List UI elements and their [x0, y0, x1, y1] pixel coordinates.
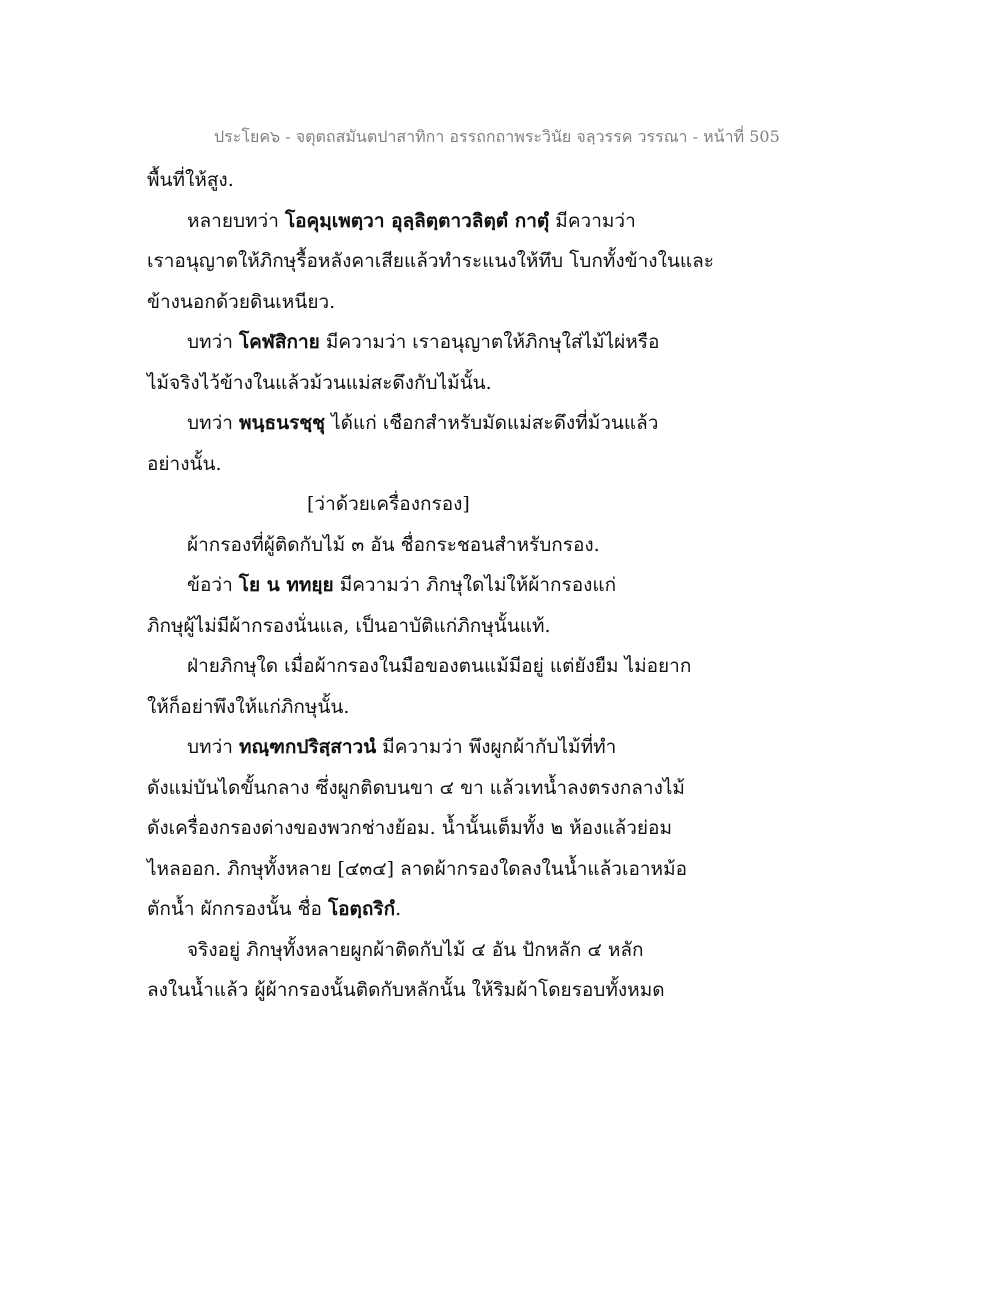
text-segment: ลงในน้ำแล้ว ผู้ผ้ากรองนั้นติดกับหลักนั้น ให้ริมผ้าโดยรอบทั้งหมด: [147, 979, 665, 1001]
text-line: [147, 606, 747, 647]
text-segment: ข้างนอกด้วยดินเหนียว.: [147, 290, 336, 313]
text-line: [147, 322, 747, 363]
text-segment: ฝ่ายภิกษุใด เมื่อผ้ากรองในมือของตนแม้มีอยู่ แต่ยังยืม ไม่อยาก: [187, 655, 692, 677]
text-segment: .: [395, 898, 402, 920]
text-line: [147, 160, 747, 201]
text-segment: ดังแม่บันไดขั้นกลาง ซึ่งผูกติดบนขา ๔ ขา แล้วเทน้ำลงตรงกลางไม้: [147, 776, 685, 799]
text-segment: ได้แก่ เชือกสำหรับมัดแม่สะดึงที่ม้วนแล้ว: [325, 412, 659, 434]
text-line: [147, 363, 747, 404]
text-line: [147, 403, 747, 444]
text-line: [147, 889, 747, 930]
text-segment: ผ้ากรองที่ผู้ติดกับไม้ ๓ อัน ชื่อกระชอนสำหรับกรอง.: [187, 533, 600, 556]
text-segment: ไม้จริงไว้ข้างในแล้วม้วนแม่สะดึงกับไม้นั้น.: [147, 371, 492, 394]
text-segment: [ว่าด้วยเครื่องกรอง]: [307, 493, 470, 515]
section-heading: [147, 484, 747, 525]
pali-term: พนฺธนรชฺชุ: [238, 412, 326, 434]
text-line: [147, 525, 747, 566]
text-segment: อย่างนั้น.: [147, 452, 222, 475]
text-line: [147, 687, 747, 728]
text-line: [147, 444, 747, 485]
text-segment: ภิกษุผู้ไม่มีผ้ากรองนั่นแล, เป็นอาบัติแก่ภิกษุนั้นแท้.: [147, 614, 551, 637]
text-segment: มีความว่า เราอนุญาตให้ภิกษุใส่ไม้ไผ่หรือ: [319, 331, 660, 353]
text-line: [147, 970, 747, 1011]
document-body: [147, 160, 747, 1011]
text-line: [147, 241, 747, 282]
text-segment: บทว่า: [187, 412, 239, 434]
text-segment: ไหลออก. ภิกษุทั้งหลาย [๔๓๔] ลาดผ้ากรองใดลงในน้ำแล้วเอาหม้อ: [147, 857, 688, 880]
text-line: [147, 808, 747, 849]
pali-term: ทณฺฑกปริสฺสาวนํ: [238, 736, 377, 758]
text-segment: บทว่า: [187, 736, 239, 758]
text-segment: ให้ก็อย่าพึงให้แก่ภิกษุนั้น.: [147, 695, 350, 718]
text-line: [147, 282, 747, 323]
pali-term: โคฬสิกาย: [238, 331, 320, 353]
text-segment: จริงอยู่ ภิกษุทั้งหลายผูกผ้าติดกับไม้ ๔ อัน ปักหลัก ๔ หลัก: [187, 938, 644, 961]
text-segment: หลายบทว่า: [187, 209, 285, 232]
text-line: [147, 646, 747, 687]
text-segment: ดังเครื่องกรองด่างของพวกช่างย้อม. น้ำนั้นเต็มทั้ง ๒ ห้องแล้วย่อม: [147, 817, 672, 839]
pali-term: โอตฺถริกํ: [327, 898, 396, 920]
text-line: [147, 565, 747, 606]
text-segment: บทว่า: [187, 331, 239, 353]
text-segment: มีความว่า ภิกษุใดไม่ให้ผ้ากรองแก่: [333, 574, 617, 596]
text-line: [147, 201, 747, 242]
text-segment: ตักน้ำ ผักกรองนั้น ชื่อ: [147, 898, 328, 920]
pali-term: โอคุมฺเพตฺวา อุลฺลิตฺตาวลิตฺตํ กาตุํ: [284, 209, 550, 232]
page-header: ประโยค๖ - จตุตถสมันตปาสาทิกา อรรถกถาพระวินัย จลฺวรรค วรรณา - หน้าที่ 505: [214, 127, 780, 146]
text-line: [147, 727, 747, 768]
text-line: [147, 849, 747, 890]
text-segment: มีความว่า พึงผูกผ้ากับไม้ที่ทำ: [376, 736, 617, 758]
text-segment: เราอนุญาตให้ภิกษุรื้อหลังคาเสียแล้วทำระแนงให้ทึบ โบกทั้งข้างในและ: [147, 250, 714, 272]
text-segment: ข้อว่า: [187, 574, 239, 596]
pali-term: โย น ททยฺย: [238, 574, 334, 596]
text-line: [147, 768, 747, 809]
text-line: [147, 930, 747, 971]
text-segment: มีความว่า: [549, 209, 636, 232]
text-segment: พื้นที่ให้สูง.: [147, 169, 234, 191]
